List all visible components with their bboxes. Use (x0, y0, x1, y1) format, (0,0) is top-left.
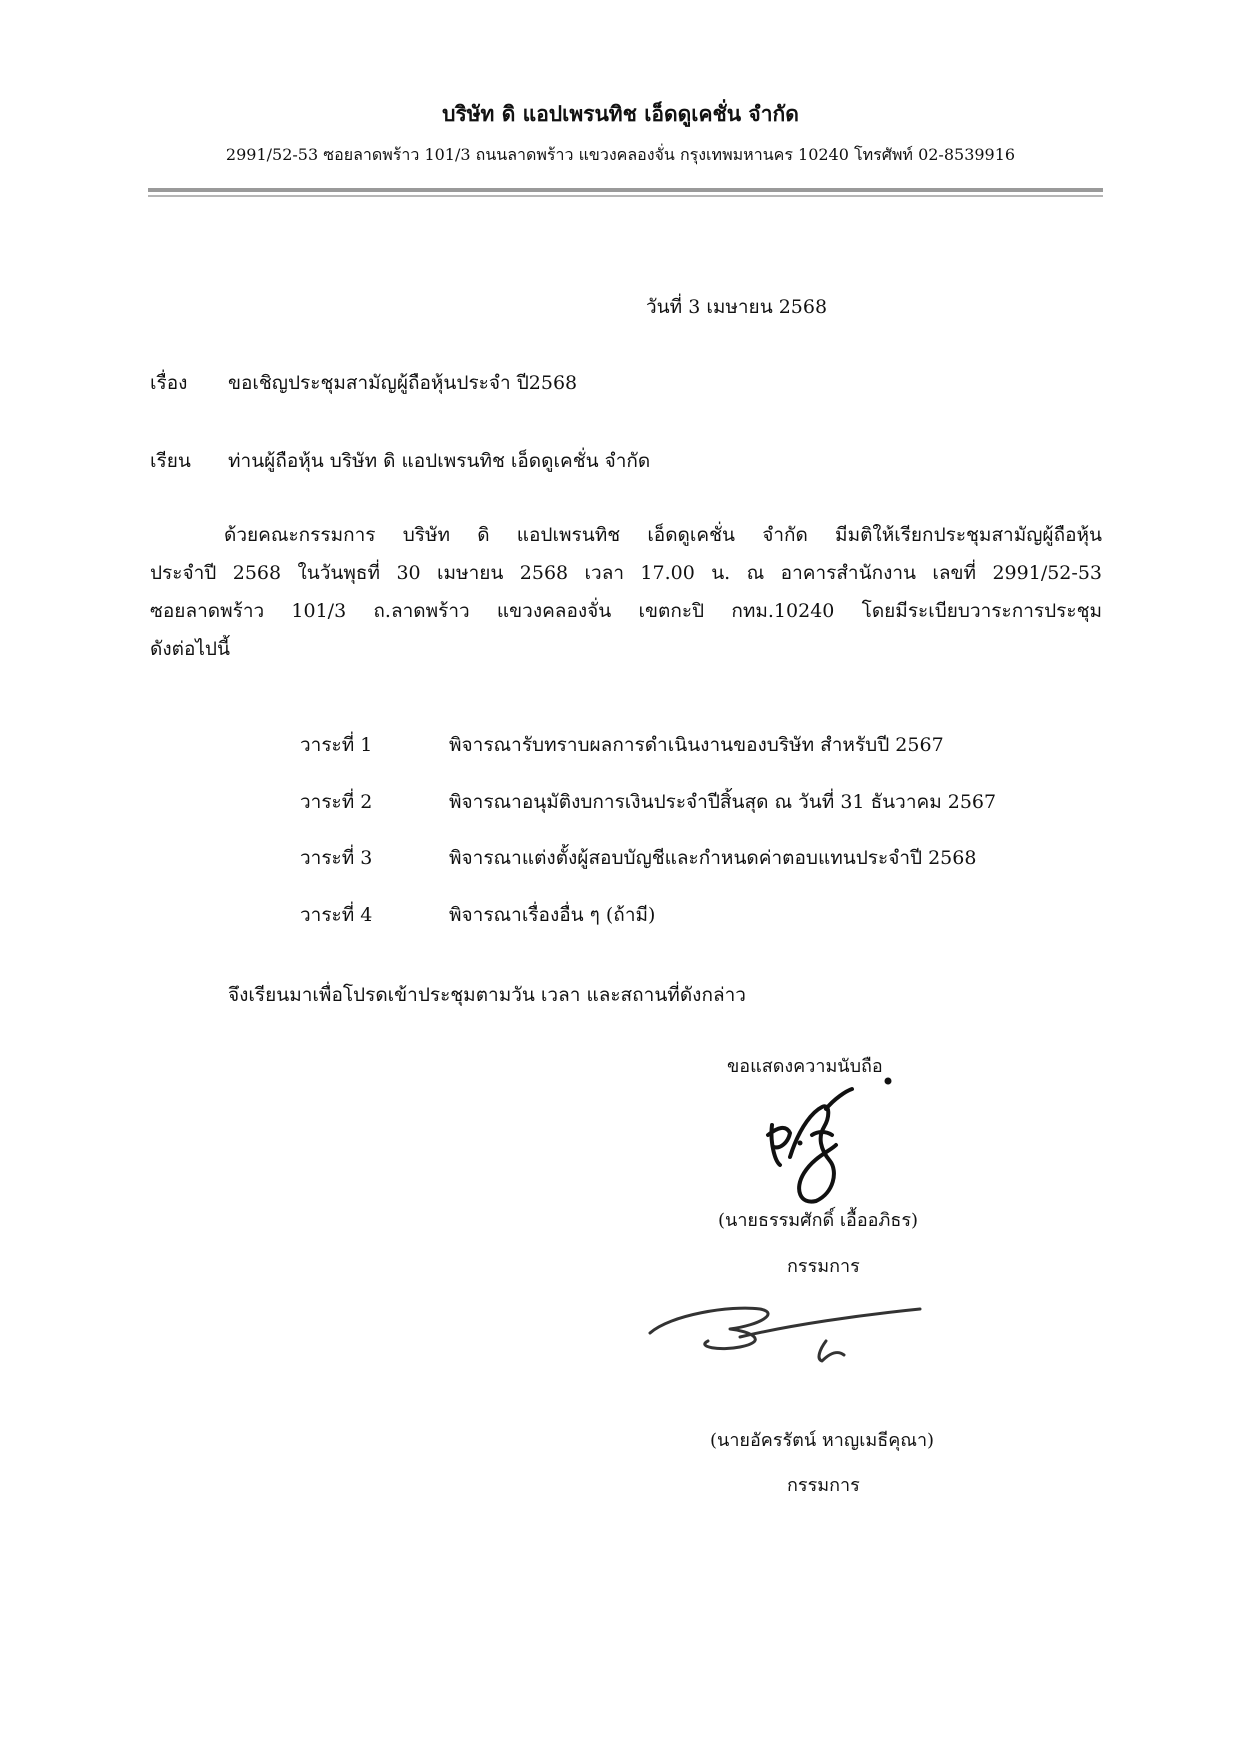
signature-2-image (640, 1285, 930, 1380)
agenda-item-label: วาระที่ 2 (300, 791, 373, 813)
closing-line: จึงเรียนมาเพื่อโปรดเข้าประชุมตามวัน เวลา และสถานที่ดังกล่าว (228, 984, 746, 1006)
body-line: ซอยลาดพร้าว 101/3 ถ.ลาดพร้าว แขวงคลองจั่น เขตกะปิ กทม.10240 โดยมีระเบียบวาระการประชุม (150, 600, 1102, 622)
company-name: บริษัท ดิ แอปเพรนทิช เอ็ดดูเคชั่น จำกัด (442, 101, 799, 126)
recipient-label: เรียน (150, 450, 191, 472)
letter-date: วันที่ 3 เมษายน 2568 (646, 296, 828, 318)
signature-1-image (760, 1065, 910, 1215)
header-divider-secondary (148, 195, 1103, 197)
agenda-item-label: วาระที่ 3 (300, 847, 373, 869)
company-address: 2991/52-53 ซอยลาดพร้าว 101/3 ถนนลาดพร้าว แขวงคลองจั่น กรุงเทพมหานคร 10240 โทรศัพท์ 02-8539916 (225, 145, 1016, 164)
signatory-2-name: (นายอัครรัตน์ หาญเมธีคุณา) (710, 1430, 935, 1451)
agenda-item-text: พิจารณาเรื่องอื่น ๆ (ถ้ามี) (449, 904, 656, 926)
body-line: ด้วยคณะกรรมการ บริษัท ดิ แอปเพรนทิช เอ็ดดูเคชั่น จำกัด มีมติให้เรียกประชุมสามัญผู้ถือหุ้น (224, 524, 1102, 546)
signatory-2-position: กรรมการ (787, 1475, 860, 1496)
agenda-item-text: พิจารณารับทราบผลการดำเนินงานของบริษัท สำหรับปี 2567 (449, 734, 944, 756)
recipient-text: ท่านผู้ถือหุ้น บริษัท ดิ แอปเพรนทิช เอ็ดดูเคชั่น จำกัด (228, 450, 651, 472)
subject-text: ขอเชิญประชุมสามัญผู้ถือหุ้นประจำ ปี2568 (228, 372, 578, 394)
signatory-1-name: (นายธรรมศักดิ์ เอื้ออภิธร) (718, 1210, 919, 1231)
agenda-item-text: พิจารณาแต่งตั้งผู้สอบบัญชีและกำหนดค่าตอบแทนประจำปี 2568 (449, 847, 977, 869)
body-line: ประจำปี 2568 ในวันพุธที่ 30 เมษายน 2568 เวลา 17.00 น. ณ อาคารสำนักงาน เลขที่ 2991/52-53 (150, 562, 1102, 584)
body-line: ดังต่อไปนี้ (150, 638, 230, 660)
sign-off-respect: ขอแสดงความนับถือ (727, 1056, 883, 1077)
agenda-item-label: วาระที่ 1 (300, 734, 373, 756)
signatory-1-position: กรรมการ (787, 1256, 860, 1277)
header-divider (148, 188, 1103, 192)
body-paragraph (150, 516, 1102, 668)
agenda-item-label: วาระที่ 4 (300, 904, 373, 926)
subject-label: เรื่อง (150, 372, 188, 394)
agenda-item-text: พิจารณาอนุมัติงบการเงินประจำปีสิ้นสุด ณ วันที่ 31 ธันวาคม 2567 (449, 791, 997, 813)
